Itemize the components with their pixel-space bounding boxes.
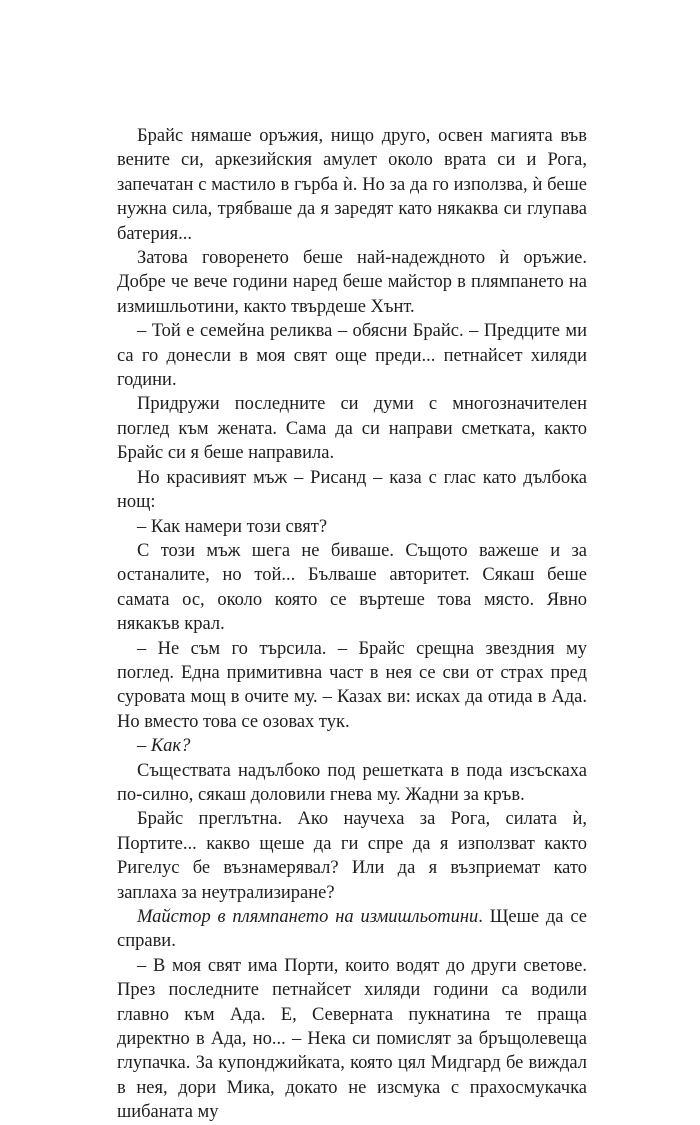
- paragraph: Затова говоренето беше най-надеждното ѝ оръжие. Добре че вече години наред беше майстор в плямпането на измишльотини, както твърдеше Хънт.: [117, 248, 587, 317]
- paragraph: Брайс преглътна. Ако научеха за Рога, силата ѝ, Портите... какво щеше да ги спре да я използват както Ригелус бе възнамерявал? Или да я възприемат като заплаха за неутрализиране?: [117, 809, 587, 903]
- dialogue-paragraph: – В моя свят има Порти, които водят до други светове. През последните петнайсет хиляди години са водили главно към Ада. Е, Северната пукнатина те праща директно в Ада, но... – Нека си помислят за бръщолевеща глупачка. За купонджийката, която цял Мидгард бе виждал в нея, дори Мика, докато не изсмука с прахосмукачка шибаната му: [117, 955, 587, 1123]
- paragraph: Съществата надълбоко под решетката в пода изсъскаха по-силно, сякаш доловили гнева му. Жадни за кръв.: [117, 760, 587, 805]
- italic-dialogue-paragraph: – Как?: [137, 736, 191, 757]
- paragraph-with-italic: [117, 905, 587, 954]
- paragraph: С този мъж шега не биваше. Същото важеше и за останалите, но той... Бълваше авторитет. Сякаш беше самата ос, около която се въртеше това място. Явно някакъв крал.: [117, 540, 587, 635]
- paragraph: Брайс нямаше оръжия, нищо друго, освен магията във вените си, аркезийския амулет около врата си и Рога, запечатан с мастило в гърба ѝ. Но за да го използва, ѝ беше нужна сила, трябваше да я заредят като някаква си глупава батерия...: [117, 126, 587, 244]
- dialogue-paragraph: – Той е семейна реликва – обясни Брайс. – Предците ми са го донесли в моя свят още преди... петнайсет хиляди години.: [117, 321, 587, 391]
- paragraph: Придружи последните си думи с многозначителен поглед към жената. Сама да си направи сметката, както Брайс си я беше направила.: [117, 394, 587, 464]
- italic-phrase: Майстор в плямпането на измишльотини: [137, 907, 479, 927]
- paragraph: Но красивият мъж – Рисанд – каза с глас като дълбока нощ:: [117, 467, 587, 513]
- body-text: [117, 124, 587, 1125]
- dialogue-paragraph: – Как намери този свят?: [137, 516, 328, 537]
- paragraph-tail: . Щеше да се справи.: [117, 907, 587, 952]
- dialogue-paragraph: – Не съм го търсила. – Брайс срещна звездния му поглед. Една примитивна част в нея се сви от страх пред суровата мощ в очите му. – Казах ви: исках да отида в Ада. Но вместо това се озовах тук.: [117, 638, 587, 732]
